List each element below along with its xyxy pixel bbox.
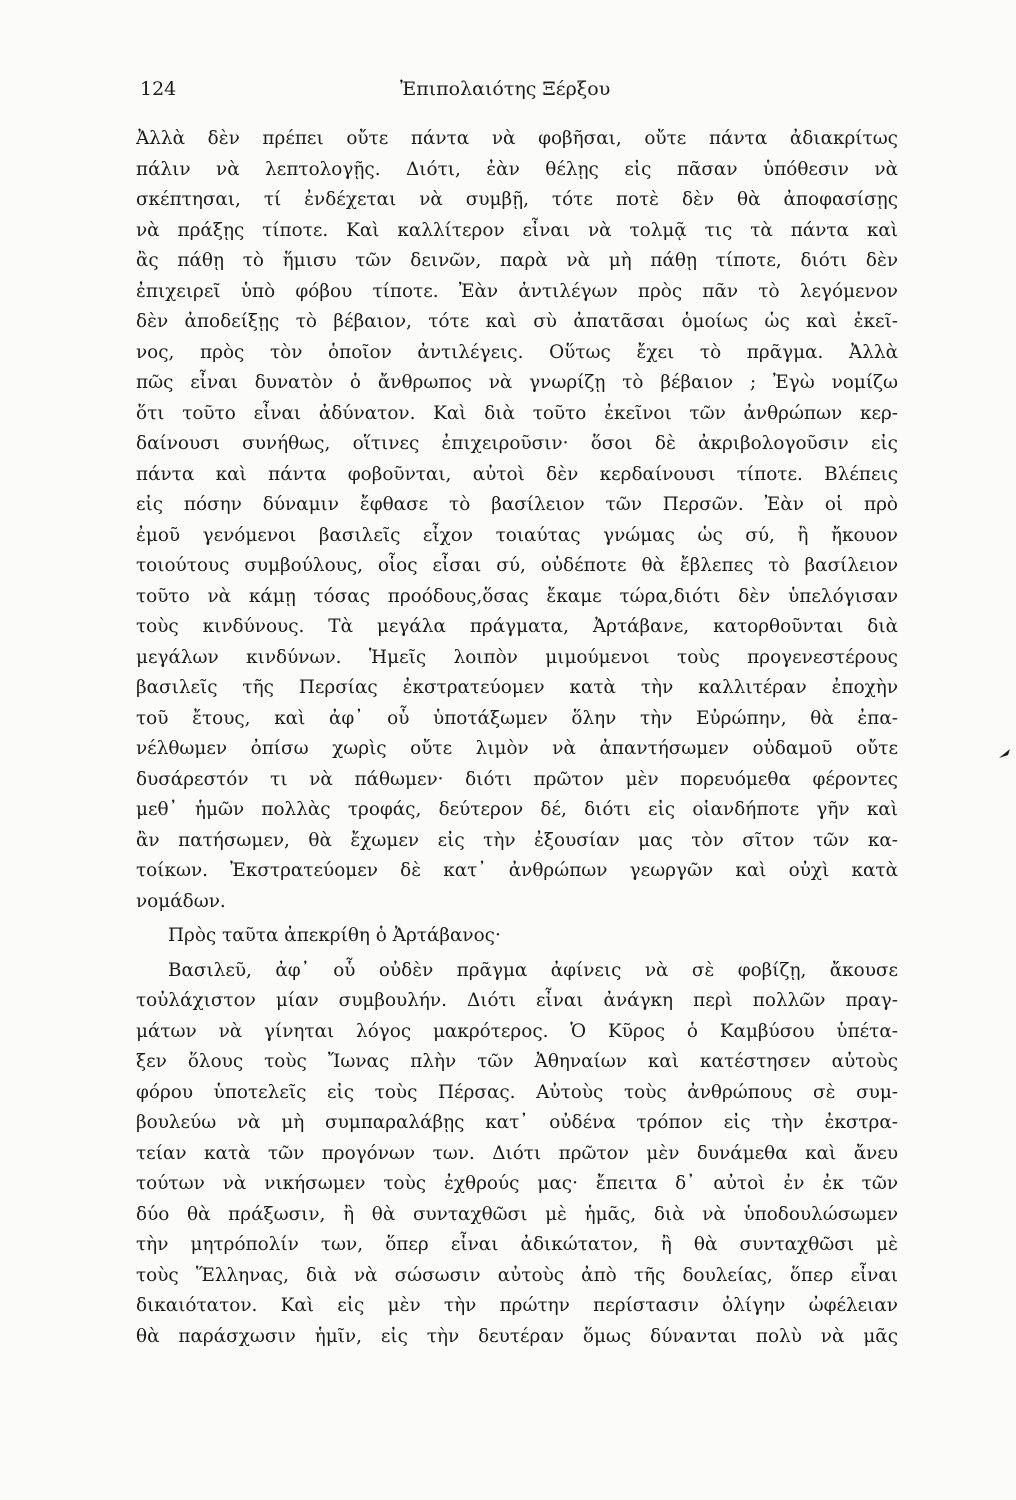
- text-line: θὰ παράσχωσιν ἡμῖν, εἰς τὴν δευτέραν ὅμως δύνανται πολὺ νὰ μᾶς: [136, 1325, 898, 1347]
- text-line: τοὐλάχιστον μίαν συμβουλήν. Διότι εἶναι ἀνάγκη περὶ πολλῶν πραγ-: [136, 990, 898, 1011]
- text-line: Βασιλεῦ, ἀφ᾽ οὗ οὐδὲν πρᾶγμα ἀφίνεις νὰ σὲ φοβίζῃ, ἄκουσε: [168, 959, 898, 981]
- page-header: [140, 78, 900, 108]
- text-line: Πρὸς ταῦτα ἀπεκρίθη ὁ Ἀρτάβανος·: [168, 925, 501, 946]
- text-line: πάλιν νὰ λεπτολογῇς. Διότι, ἐὰν θέλῃς εἰς πᾶσαν ὑπόθεσιν νὰ: [136, 158, 898, 180]
- text-line: ἐμοῦ γενόμενοι βασιλεῖς εἶχον τοιαύτας γνώμας ὡς σύ, ἢ ἤκουον: [136, 524, 898, 546]
- text-line: νομάδων.: [136, 890, 226, 912]
- text-line: τοῦ ἔτους, καὶ ἀφ᾽ οὗ ὑποτάξωμεν ὅλην τὴν Εὐρώπην, θὰ ἐπα-: [136, 707, 898, 729]
- text-line: βουλεύω νὰ μὴ συμπαραλάβῃς κατ᾽ οὐδένα τρόπον εἰς τὴν ἐκστρα-: [136, 1112, 898, 1133]
- text-line: νέλθωμεν ὀπίσω χωρὶς οὔτε λιμὸν νὰ ἀπαντήσωμεν οὐδαμοῦ οὔτε: [136, 738, 898, 759]
- text-line: νὰ πράξῃς τίποτε. Καὶ καλλίτερον εἶναι νὰ τολμᾷ τις τὰ πάντα καὶ: [136, 219, 898, 241]
- text-line: τοῦτο νὰ κάμῃ τόσας προόδους,ὅσας ἔκαμε τώρα,διότι δὲν ὑπελόγισαν: [136, 585, 898, 607]
- text-line: τοίκων. Ἐκστρατεύομεν δὲ κατ᾽ ἀνθρώπων γεωργῶν καὶ οὐχὶ κατὰ: [136, 860, 898, 881]
- text-line: ἂς πάθῃ τὸ ἥμισυ τῶν δεινῶν, παρὰ νὰ μὴ πάθῃ τίποτε, διότι δὲν: [136, 250, 898, 271]
- margin-mark-icon: [998, 746, 1012, 760]
- page-number: 124: [140, 78, 177, 100]
- body-text: [136, 124, 898, 1352]
- text-line: ὅτι τοῦτο εἶναι ἀδύνατον. Καὶ διὰ τοῦτο ἐκεῖνοι τῶν ἀνθρώπων κερ-: [136, 402, 898, 424]
- text-line: τούτων νὰ νικήσωμεν τοὺς ἐχθρούς μας· ἔπειτα δ᾽ αὐτοὶ ἐν ἐκ τῶν: [136, 1173, 898, 1194]
- text-line: δυσάρεστόν τι νὰ πάθωμεν· διότι πρῶτον μὲν πορευόμεθα φέροντες: [136, 768, 898, 790]
- text-line: μεθ᾽ ἡμῶν πολλὰς τροφάς, δεύτερον δέ, διότι εἰς οἱανδήποτε γῆν καὶ: [136, 799, 898, 820]
- text-line: πῶς εἶναι δυνατὸν ὁ ἄνθρωπος νὰ γνωρίζῃ τὸ βέβαιον ; Ἐγὼ νομίζω: [136, 372, 898, 393]
- text-line: εἰς πόσην δύναμιν ἔφθασε τὸ βασίλειον τῶν Περσῶν. Ἐὰν οἱ πρὸ: [136, 494, 898, 515]
- text-line: νος, πρὸς τὸν ὁποῖον ἀντιλέγεις. Οὕτως ἔχει τὸ πρᾶγμα. Ἀλλὰ: [136, 341, 898, 363]
- text-line: τὴν μητρόπολίν των, ὅπερ εἶναι ἀδικώτατον, ἢ θὰ συνταχθῶσι μὲ: [136, 1234, 898, 1255]
- text-line: τείαν κατὰ τῶν προγόνων των. Διότι πρῶτον μὲν δυνάμεθα καὶ ἄνευ: [136, 1142, 898, 1164]
- text-line: ἐπιχειρεῖ ὑπὸ φόβου τίποτε. Ἐὰν ἀντιλέγων πρὸς πᾶν τὸ λεγόμενον: [136, 280, 898, 302]
- text-line: τοὺς κινδύνους. Τὰ μεγάλα πράγματα, Ἀρτάβανε, κατορθοῦνται διὰ: [136, 616, 898, 637]
- text-line: σκέπτησαι, τί ἐνδέχεται νὰ συμβῇ, τότε ποτὲ δὲν θὰ ἀποφασίσῃς: [136, 189, 898, 210]
- text-line: τοιούτους συμβούλους, οἷος εἶσαι σύ, οὐδέποτε θὰ ἔβλεπες τὸ βασίλειον: [136, 555, 898, 576]
- text-line: δὲν ἀποδείξῃς τὸ βέβαιον, τότε καὶ σὺ ἀπατᾶσαι ὁμοίως ὡς καὶ ἐκεῖ-: [136, 311, 898, 332]
- text-line: ξεν ὅλους τοὺς Ἴωνας πλὴν τῶν Ἀθηναίων καὶ κατέστησεν αὐτοὺς: [136, 1051, 898, 1072]
- text-line: δαίνουσι συνήθως, οἵτινες ἐπιχειροῦσιν· ὅσοι δὲ ἀκριβολογοῦσιν εἰς: [136, 433, 898, 454]
- text-line: πάντα καὶ πάντα φοβοῦνται, αὐτοὶ δὲν κερδαίνουσι τίποτε. Βλέπεις: [136, 463, 898, 485]
- text-line: βασιλεῖς τῆς Περσίας ἐκστρατεύομεν κατὰ τὴν καλλιτέραν ἐποχὴν: [136, 677, 898, 698]
- text-line: δικαιότατον. Καὶ εἰς μὲν τὴν πρώτην περίστασιν ὀλίγην ὠφέλειαν: [136, 1295, 898, 1316]
- running-title: Ἐπιπολαιότης Ξέρξου: [400, 78, 611, 100]
- text-line: ἂν πατήσωμεν, θὰ ἔχωμεν εἰς τὴν ἐξουσίαν μας τὸν σῖτον τῶν κα-: [136, 829, 898, 851]
- text-line: μεγάλων κινδύνων. Ἡμεῖς λοιπὸν μιμούμενοι τοὺς προγενεστέρους: [136, 646, 898, 668]
- text-line: δύο θὰ πράξωσιν, ἢ θὰ συνταχθῶσι μὲ ἡμᾶς, διὰ νὰ ὑποδουλώσωμεν: [136, 1203, 898, 1225]
- text-line: μάτων νὰ γίνηται λόγος μακρότερος. Ὁ Κῦρος ὁ Καμβύσου ὑπέτα-: [136, 1020, 898, 1042]
- text-line: φόρου ὑποτελεῖς εἰς τοὺς Πέρσας. Αὐτοὺς τοὺς ἀνθρώπους σὲ συμ-: [136, 1081, 898, 1103]
- text-line: Ἀλλὰ δὲν πρέπει οὔτε πάντα νὰ φοβῆσαι, οὔτε πάντα ἀδιακρίτως: [136, 128, 898, 149]
- text-line: τοὺς Ἕλληνας, διὰ νὰ σώσωσιν αὐτοὺς ἀπὸ τῆς δουλείας, ὅπερ εἶναι: [136, 1264, 898, 1286]
